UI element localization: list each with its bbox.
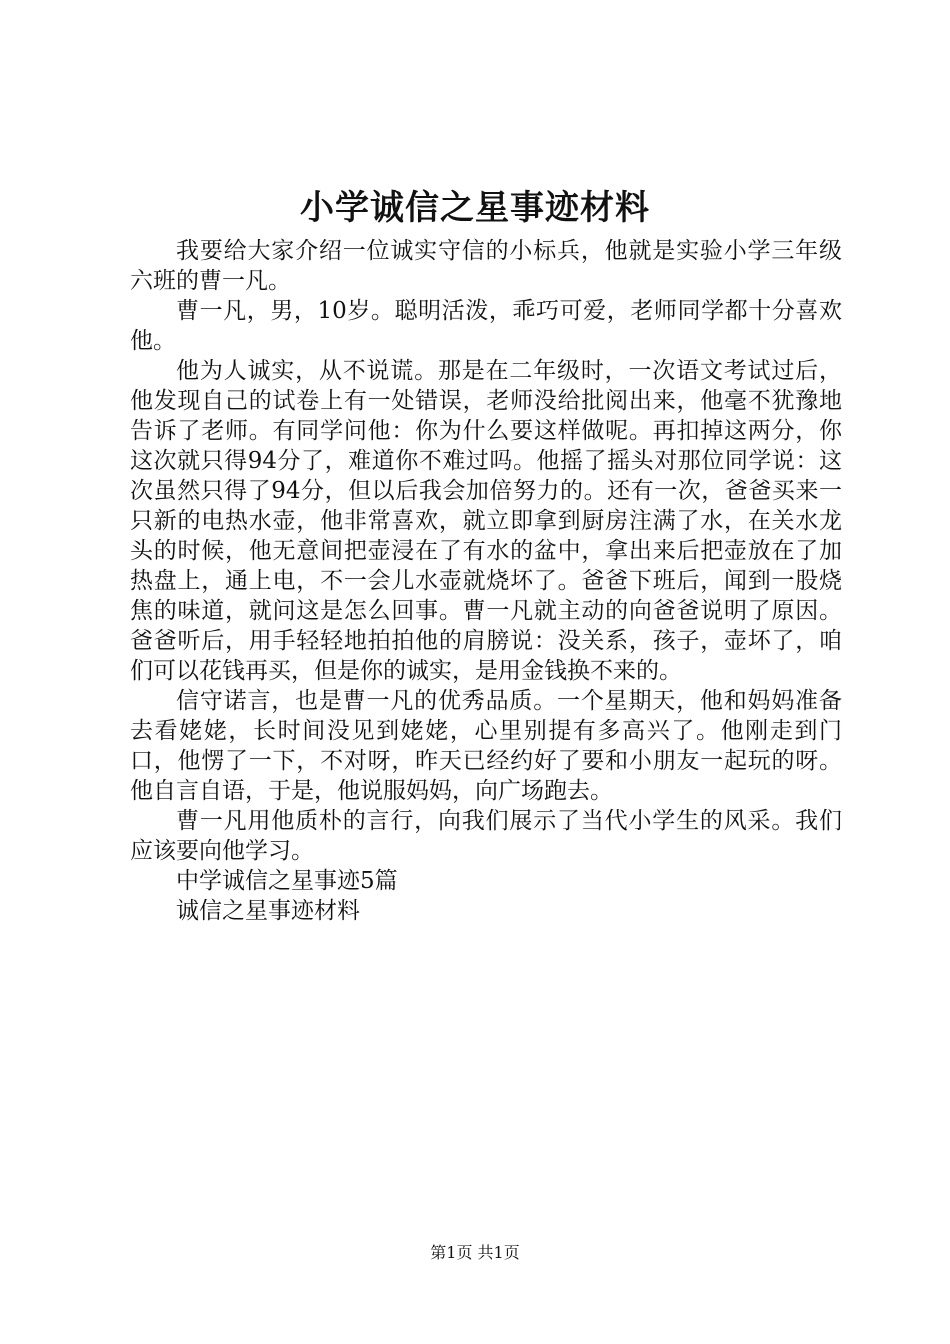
paragraph-promise-story: 信守诺言，也是曹一凡的优秀品质。一个星期天，他和妈妈准备去看姥姥，长时间没见到姥姥，心里别提有多高兴了。他刚走到门口，他愣了一下，不对呀，昨天已经约好了要和小朋友一起玩的呀。他自言自语，于是，他说服妈妈，向广场跑去。 bbox=[130, 688, 842, 804]
related-link-2[interactable]: 诚信之星事迹材料 bbox=[176, 898, 360, 924]
paragraph-honesty-story: 他为人诚实，从不说谎。那是在二年级时，一次语文考试过后，他发现自己的试卷上有一处错误，老师没给批阅出来，他毫不犹豫地告诉了老师。有同学问他：你为什么要这样做呢。再扣掉这两分，你这次就只得94分了，难道你不难过吗。他摇了摇头对那位同学说：这次虽然只得了94分，但以后我会加倍努力的。还有一次，爸爸买来一只新的电热水壶，他非常喜欢，就立即拿到厨房注满了水，在关水龙头的时候，他无意间把壶浸在了有水的盆中，拿出来后把壶放在了加热盘上，通上电，不一会儿水壶就烧坏了。爸爸下班后，闻到一股烧焦的味道，就问这是怎么回事。曹一凡就主动的向爸爸说明了原因。爸爸听后，用手轻轻地拍拍他的肩膀说：没关系，孩子，壶坏了，咱们可以花钱再买，但是你的诚实，是用金钱换不来的。 bbox=[130, 358, 842, 684]
related-link-1[interactable]: 中学诚信之星事迹5篇 bbox=[176, 868, 398, 894]
paragraph-intro: 我要给大家介绍一位诚实守信的小标兵，他就是实验小学三年级六班的曹一凡。 bbox=[130, 238, 842, 294]
document-title: 小学诚信之星事迹材料 bbox=[300, 188, 650, 228]
page-footer: 第1页 共1页 bbox=[430, 1243, 520, 1262]
paragraph-profile: 曹一凡，男，10岁。聪明活泼，乖巧可爱，老师同学都十分喜欢他。 bbox=[130, 298, 842, 354]
document-body bbox=[130, 236, 842, 926]
paragraph-conclusion: 曹一凡用他质朴的言行，向我们展示了当代小学生的风采。我们应该要向他学习。 bbox=[130, 808, 842, 864]
